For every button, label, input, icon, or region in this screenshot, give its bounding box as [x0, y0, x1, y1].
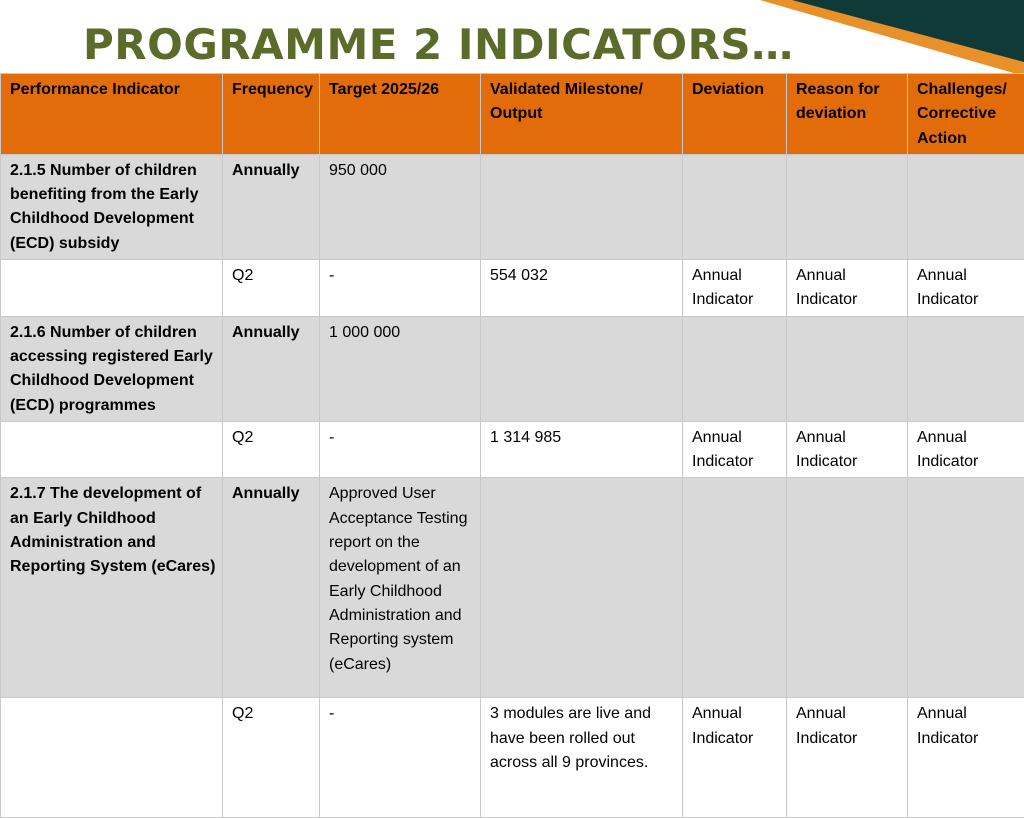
header-target: Target 2025/26 [320, 74, 481, 155]
cell-deviation [683, 154, 787, 259]
cell-target: - [320, 698, 481, 818]
cell-reason [787, 478, 908, 698]
cell-deviation [683, 316, 787, 421]
cell-deviation: Annual Indicator [683, 421, 787, 478]
cell-deviation: Annual Indicator [683, 698, 787, 818]
header-validated-milestone: Validated Milestone/ Output [481, 74, 683, 155]
header-performance-indicator: Performance Indicator [1, 74, 223, 155]
cell-deviation [683, 478, 787, 698]
cell-frequency: Annually [223, 154, 320, 259]
cell-indicator: 2.1.5 Number of children benefiting from the Early Childhood Development (ECD) subsidy [1, 154, 223, 259]
cell-indicator: 2.1.6 Number of children accessing registered Early Childhood Development (ECD) programmes [1, 316, 223, 421]
cell-challenges: Annual Indicator [908, 698, 1024, 818]
table-row [1, 478, 1024, 698]
header-challenges: Challenges/ Corrective Action [908, 74, 1024, 155]
header-deviation: Deviation [683, 74, 787, 155]
cell-reason: Annual Indicator [787, 260, 908, 317]
header-frequency: Frequency [223, 74, 320, 155]
cell-reason: Annual Indicator [787, 698, 908, 818]
cell-challenges: Annual Indicator [908, 260, 1024, 317]
cell-frequency: Q2 [223, 421, 320, 478]
cell-challenges [908, 478, 1024, 698]
cell-indicator [1, 421, 223, 478]
cell-frequency: Q2 [223, 698, 320, 818]
cell-reason [787, 154, 908, 259]
cell-frequency: Annually [223, 478, 320, 698]
table-row [1, 421, 1024, 478]
cell-milestone [481, 478, 683, 698]
cell-challenges [908, 316, 1024, 421]
cell-milestone: 1 314 985 [481, 421, 683, 478]
cell-target: - [320, 260, 481, 317]
header-reason-for-deviation: Reason for deviation [787, 74, 908, 155]
cell-indicator [1, 698, 223, 818]
table-row [1, 260, 1024, 317]
cell-challenges [908, 154, 1024, 259]
cell-indicator: 2.1.7 The development of an Early Childhood Administration and Reporting System (eCares) [1, 478, 223, 698]
table-row [1, 698, 1024, 818]
cell-challenges: Annual Indicator [908, 421, 1024, 478]
table-row [1, 316, 1024, 421]
cell-milestone: 3 modules are live and have been rolled out across all 9 provinces. [481, 698, 683, 818]
cell-frequency: Q2 [223, 260, 320, 317]
cell-target: 950 000 [320, 154, 481, 259]
cell-milestone [481, 154, 683, 259]
table-row [1, 154, 1024, 259]
cell-milestone: 554 032 [481, 260, 683, 317]
cell-frequency: Annually [223, 316, 320, 421]
cell-target: Approved User Acceptance Testing report on the development of an Early Childhood Administration and Reporting system (eCares) [320, 478, 481, 698]
cell-indicator [1, 260, 223, 317]
cell-target: - [320, 421, 481, 478]
table-header-row [1, 74, 1024, 155]
cell-reason: Annual Indicator [787, 421, 908, 478]
indicators-table [0, 73, 1024, 818]
cell-reason [787, 316, 908, 421]
corner-dark-band [792, 0, 1024, 62]
cell-deviation: Annual Indicator [683, 260, 787, 317]
cell-target: 1 000 000 [320, 316, 481, 421]
cell-milestone [481, 316, 683, 421]
page-title: PROGRAMME 2 INDICATORS… [83, 20, 794, 69]
